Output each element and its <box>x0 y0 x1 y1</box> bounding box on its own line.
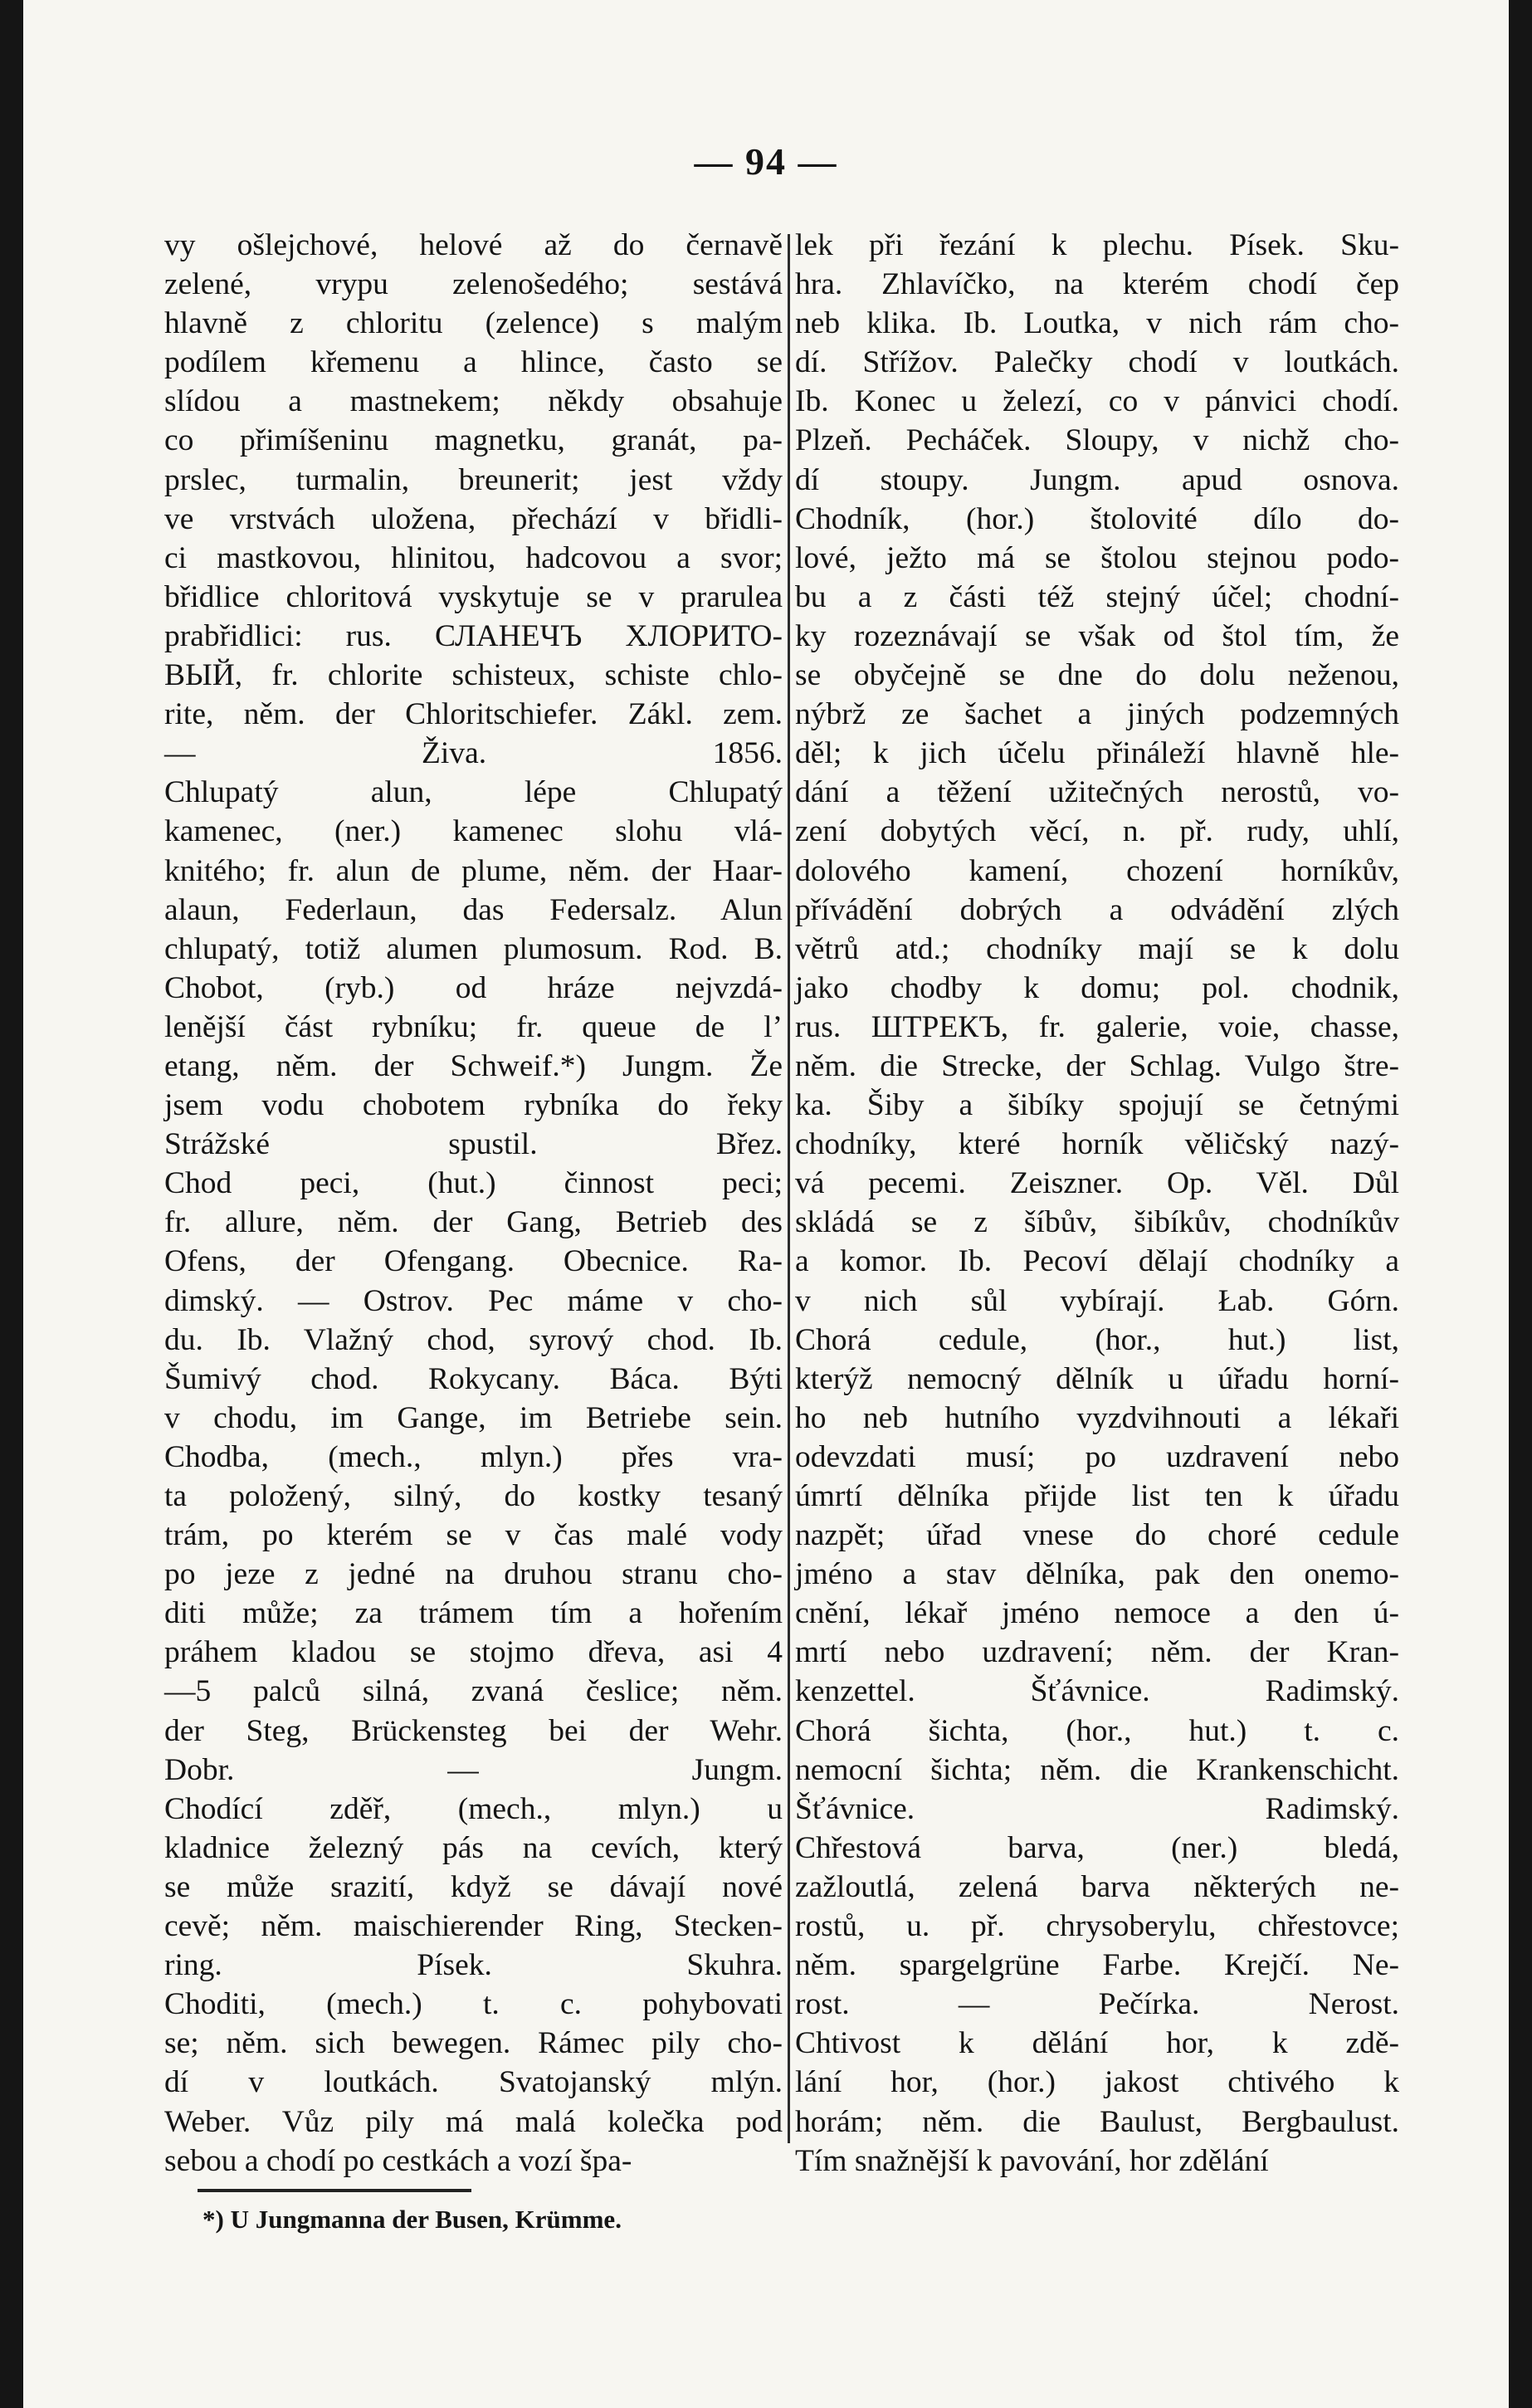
text-line: ky rozeznávají se však od štol tím, že <box>795 618 1399 653</box>
text-line: břidlice chloritová vyskytuje se v prarulea <box>164 579 783 614</box>
right-column <box>795 226 1399 2178</box>
text-line: Dobr. — Jungm. <box>164 1752 783 1787</box>
text-line: prabřidlici: rus. СЛАНЕЧЪ ХЛОРИТО- <box>164 618 783 653</box>
text-line: Weber. Vůz pily má malá kolečka pod <box>164 2104 783 2139</box>
text-line: zení dobytých věcí, n. př. rudy, uhlí, <box>795 814 1399 849</box>
column-divider <box>788 234 790 2143</box>
book-page <box>23 0 1509 2408</box>
text-line: jsem vodu chobotem rybníka do řeky <box>164 1088 783 1123</box>
text-line: diti může; za trámem tím a hořením <box>164 1596 783 1631</box>
text-line: práhem kladou se stojmo dřeva, asi 4 <box>164 1635 783 1670</box>
text-line: —5 palců silná, zvaná česlice; něm. <box>164 1674 783 1709</box>
text-line: Šťávnice. Radimský. <box>795 1791 1399 1826</box>
text-line: Chodící zděř, (mech., mlyn.) u <box>164 1791 783 1826</box>
text-line: lenější část rybníku; fr. queue de l’ <box>164 1009 783 1044</box>
text-line: Plzeň. Pecháček. Sloupy, v nichž cho- <box>795 423 1399 458</box>
text-line: dí stoupy. Jungm. apud osnova. <box>795 462 1399 497</box>
text-line: v chodu, im Gange, im Betriebe sein. <box>164 1400 783 1435</box>
text-line: něm. spargelgrüne Farbe. Krejčí. Ne- <box>795 1948 1399 1983</box>
footnote-rule <box>198 2189 471 2192</box>
text-line: Choditi, (mech.) t. c. pohybovati <box>164 1987 783 2022</box>
text-line: nazpět; úřad vnese do choré cedule <box>795 1518 1399 1553</box>
text-line: Tím snažnější k pavování, hor zdělání <box>795 2143 1269 2178</box>
text-line: Šumivý chod. Rokycany. Báca. Býti <box>164 1361 783 1396</box>
text-line: se obyčejně se dne do dolu neženou, <box>795 658 1399 693</box>
text-line: — Živa. 1856. <box>164 736 783 771</box>
text-line: slídou a mastnekem; někdy obsahuje <box>164 384 783 419</box>
text-line: kenzettel. Šťávnice. Radimský. <box>795 1674 1399 1709</box>
text-line: ka. Šiby a šibíky spojují se četnými <box>795 1088 1399 1123</box>
text-line: ВЫЙ, fr. chlorite schisteux, schiste chlo- <box>164 658 783 693</box>
text-line: rost. — Pečírka. Nerost. <box>795 1987 1399 2022</box>
text-line: odevzdati musí; po uzdravení nebo <box>795 1439 1399 1474</box>
text-line: Chřestová barva, (ner.) bledá, <box>795 1830 1399 1865</box>
text-line: fr. allure, něm. der Gang, Betrieb des <box>164 1205 783 1240</box>
text-line: Ib. Konec u železí, co v pánvici chodí. <box>795 384 1399 419</box>
text-line: ho neb hutního vyzdvihnouti a lékaři <box>795 1400 1399 1435</box>
text-line: knitého; fr. alun de plume, něm. der Haar- <box>164 853 783 888</box>
text-line: hlavně z chloritu (zelence) s malým <box>164 306 783 341</box>
text-line: dolového kamení, chození horníkův, <box>795 853 1399 888</box>
text-line: Ofens, der Ofengang. Obecnice. Ra- <box>164 1244 783 1279</box>
text-line: chlupatý, totiž alumen plumosum. Rod. B. <box>164 931 783 966</box>
text-line: du. Ib. Vlažný chod, syrový chod. Ib. <box>164 1322 783 1357</box>
text-line: alaun, Federlaun, das Federsalz. Alun <box>164 892 783 927</box>
text-line: lání hor, (hor.) jakost chtivého k <box>795 2065 1399 2100</box>
text-line: lek při řezání k plechu. Písek. Sku- <box>795 228 1399 262</box>
text-line: dí. Střížov. Palečky chodí v loutkách. <box>795 345 1399 380</box>
text-line: Chorá šichta, (hor., hut.) t. c. <box>795 1713 1399 1748</box>
text-line: úmrtí dělníka přijde list ten k úřadu <box>795 1479 1399 1513</box>
text-line: Chobot, (ryb.) od hráze nejvzdá- <box>164 970 783 1005</box>
text-line: dí v loutkách. Svatojanský mlýn. <box>164 2065 783 2100</box>
text-line: cnění, lékař jméno nemoce a den ú- <box>795 1596 1399 1631</box>
text-line: zelené, vrypu zelenošedého; sestává <box>164 267 783 302</box>
text-line: der Steg, Brückensteg bei der Wehr. <box>164 1713 783 1748</box>
text-line: nýbrž ze šachet a jiných podzemných <box>795 697 1399 732</box>
text-line: rite, něm. der Chloritschiefer. Zákl. zem. <box>164 697 783 732</box>
text-line: trám, po kterém se v čas malé vody <box>164 1518 783 1553</box>
text-line: lové, ježto má se štolou stejnou podo- <box>795 540 1399 575</box>
text-line: dimský. — Ostrov. Pec máme v cho- <box>164 1283 783 1318</box>
text-line: rus. ШТРЕКЪ, fr. galerie, voie, chasse, <box>795 1009 1399 1044</box>
text-line: neb klika. Ib. Loutka, v nich rám cho- <box>795 306 1399 341</box>
text-line: v nich sůl vybírají. Łab. Górn. <box>795 1283 1399 1318</box>
text-line: se může srazití, když se dávají nové <box>164 1869 783 1904</box>
text-line: ci mastkovou, hlinitou, hadcovou a svor; <box>164 540 783 575</box>
text-line: co přimíšeninu magnetku, granát, pa- <box>164 423 783 458</box>
text-line: něm. die Strecke, der Schlag. Vulgo štre- <box>795 1048 1399 1083</box>
text-line: vá pecemi. Zeiszner. Op. Věl. Důl <box>795 1166 1399 1201</box>
text-line: jméno a stav dělníka, pak den onemo- <box>795 1557 1399 1592</box>
text-line: kterýž nemocný dělník u úřadu horní- <box>795 1361 1399 1396</box>
text-line: přívádění dobrých a odvádění zlých <box>795 892 1399 927</box>
text-line: mrtí nebo uzdravení; něm. der Kran- <box>795 1635 1399 1670</box>
text-line: hra. Zhlavíčko, na kterém chodí čep <box>795 267 1399 302</box>
text-line: cevě; něm. maischierender Ring, Stecken- <box>164 1909 783 1944</box>
text-line: vy ošlejchové, helové až do černavě <box>164 228 783 262</box>
text-line: Chtivost k dělání hor, k zdě- <box>795 2026 1399 2061</box>
left-column <box>164 226 783 2178</box>
text-line: větrů atd.; chodníky mají se k dolu <box>795 931 1399 966</box>
footnote: *) U Jungmanna der Busen, Krümme. <box>202 2205 622 2234</box>
text-line: skládá se z šíbův, šibíkův, chodníkův <box>795 1205 1399 1240</box>
text-line: etang, něm. der Schweif.*) Jungm. Že <box>164 1048 783 1083</box>
text-line: sebou a chodí po cestkách a vozí špa- <box>164 2143 632 2178</box>
text-line: Chod peci, (hut.) činnost peci; <box>164 1166 783 1201</box>
text-line: kladnice železný pás na cevích, který <box>164 1830 783 1865</box>
text-line: ring. Písek. Skuhra. <box>164 1948 783 1983</box>
text-line: Chorá cedule, (hor., hut.) list, <box>795 1322 1399 1357</box>
text-line: podílem křemenu a hlince, často se <box>164 345 783 380</box>
page-number: — 94 — <box>694 140 838 183</box>
text-line: zažloutlá, zelená barva některých ne- <box>795 1869 1399 1904</box>
text-line: se; něm. sich bewegen. Rámec pily cho- <box>164 2026 783 2061</box>
text-line: Chodník, (hor.) štolovité dílo do- <box>795 501 1399 536</box>
text-line: ve vrstvách uložena, přechází v břidli- <box>164 501 783 536</box>
text-line: a komor. Ib. Pecoví dělají chodníky a <box>795 1244 1399 1279</box>
text-line: rostů, u. př. chrysoberylu, chřestovce; <box>795 1909 1399 1944</box>
text-line: po jeze z jedné na druhou stranu cho- <box>164 1557 783 1592</box>
text-line: chodníky, které horník věličský nazý- <box>795 1127 1399 1162</box>
text-line: Chodba, (mech., mlyn.) přes vra- <box>164 1439 783 1474</box>
text-line: kamenec, (ner.) kamenec slohu vlá- <box>164 814 783 849</box>
text-line: horám; něm. die Baulust, Bergbaulust. <box>795 2104 1399 2139</box>
text-line: prslec, turmalin, breunerit; jest vždy <box>164 462 783 497</box>
text-line: jako chodby k domu; pol. chodnik, <box>795 970 1399 1005</box>
text-line: nemocní šichta; něm. die Krankenschicht. <box>795 1752 1399 1787</box>
text-line: děl; k jich účelu přináleží hlavně hle- <box>795 736 1399 771</box>
text-line: Strážské spustil. Břez. <box>164 1127 783 1162</box>
text-line: dání a těžení užitečných nerostů, vo- <box>795 775 1399 810</box>
text-line: ta položený, silný, do kostky tesaný <box>164 1479 783 1513</box>
text-line: bu a z části též stejný účel; chodní- <box>795 579 1399 614</box>
text-line: Chlupatý alun, lépe Chlupatý <box>164 775 783 810</box>
